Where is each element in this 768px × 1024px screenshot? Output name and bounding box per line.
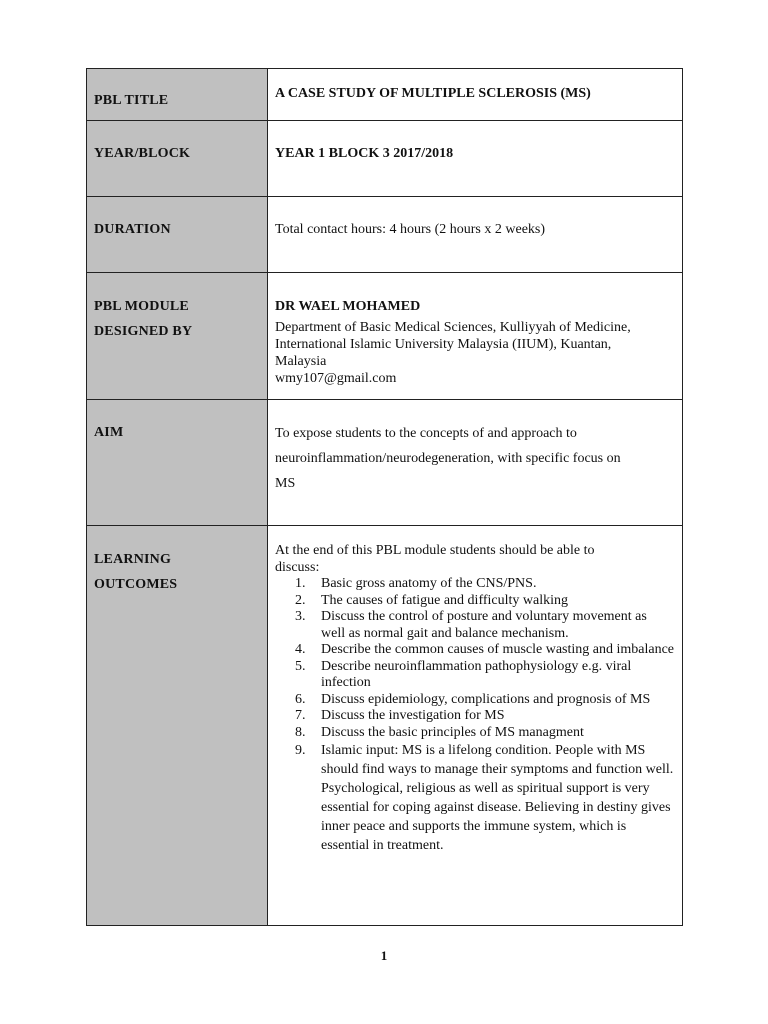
- aim-text-line2: neuroinflammation/neurodegeneration, with specific focus on: [275, 451, 621, 466]
- outcomes-label-line1: LEARNING: [94, 552, 172, 567]
- aim-text-line1: To expose students to the concepts of and approach to: [275, 426, 577, 441]
- list-item-text: Describe the common causes of muscle wasting and imbalance: [321, 642, 674, 657]
- designer-university: International Islamic University Malaysia (IIUM), Kuantan,: [275, 337, 612, 352]
- outcomes-intro-line1: At the end of this PBL module students should be able to: [275, 543, 595, 558]
- list-item: [275, 741, 674, 855]
- designer-name: DR WAEL MOHAMED: [275, 299, 421, 314]
- list-item: [275, 659, 674, 692]
- list-item-text: Describe neuroinflammation pathophysiology e.g. viral infection: [321, 658, 632, 690]
- pbl-title-value-cell: [268, 69, 683, 121]
- table-row: [87, 400, 683, 526]
- list-item: [275, 576, 674, 593]
- list-item: [275, 692, 674, 709]
- pbl-info-table: [86, 68, 683, 926]
- designer-department: Department of Basic Medical Sciences, Kulliyyah of Medicine,: [275, 320, 631, 335]
- list-item-text: Basic gross anatomy of the CNS/PNS.: [321, 576, 537, 591]
- designer-label-line1: PBL MODULE: [94, 299, 189, 314]
- table-row: [87, 197, 683, 273]
- outcomes-label-line2: OUTCOMES: [94, 577, 178, 592]
- year-block-value: YEAR 1 BLOCK 3 2017/2018: [275, 146, 454, 161]
- designer-label-cell: [87, 273, 268, 400]
- list-item-number: 3.: [295, 609, 306, 624]
- list-item-number: 8.: [295, 724, 306, 740]
- learning-outcomes-list: [275, 576, 674, 855]
- aim-label-cell: [87, 400, 268, 526]
- list-item-number: 2.: [295, 592, 306, 608]
- list-item-text: The causes of fatigue and difficulty walking: [321, 592, 568, 608]
- list-item: [275, 708, 674, 725]
- table-row: [87, 273, 683, 400]
- pbl-title-value: A CASE STUDY OF MULTIPLE SCLEROSIS (MS): [275, 86, 591, 101]
- duration-value: Total contact hours: 4 hours (2 hours x 2 weeks): [275, 222, 546, 237]
- outcomes-value-cell: [268, 526, 683, 926]
- designer-country: Malaysia: [275, 354, 327, 369]
- year-block-label-cell: [87, 121, 268, 197]
- designer-label-line2: DESIGNED BY: [94, 324, 193, 339]
- list-item-text: Discuss the control of posture and voluntary movement as well as normal gait and balance mechanism.: [321, 609, 647, 641]
- pbl-title-label-cell: [87, 69, 268, 121]
- list-item: [275, 725, 674, 742]
- list-item-text: Islamic input: MS is a lifelong condition. People with MS should find ways to manage their symptoms and function well. Psychological, religious as well as spiritual support is very essential for coping against disease. Believing in destiny gives inner peace and supports the immune system, which is essential in treatment.: [321, 743, 674, 853]
- table-row: [87, 69, 683, 121]
- duration-value-cell: [268, 197, 683, 273]
- page-number: 1: [380, 948, 388, 963]
- list-item-number: 9.: [295, 743, 306, 758]
- duration-label-cell: [87, 197, 268, 273]
- year-block-label: YEAR/BLOCK: [94, 146, 191, 161]
- list-item-number: 6.: [295, 691, 306, 707]
- aim-label: AIM: [94, 425, 124, 440]
- list-item-number: 1.: [295, 576, 306, 591]
- designer-email: wmy107@gmail.com: [275, 371, 397, 386]
- list-item: [275, 593, 674, 610]
- aim-value-cell: [268, 400, 683, 526]
- list-item-number: 5.: [295, 658, 306, 674]
- year-block-value-cell: [268, 121, 683, 197]
- aim-text-line3: MS: [275, 476, 296, 491]
- table-row: [87, 121, 683, 197]
- outcomes-intro-line2: discuss:: [275, 560, 320, 575]
- outcomes-label-cell: [87, 526, 268, 926]
- list-item-text: Discuss epidemiology, complications and prognosis of MS: [321, 691, 651, 707]
- list-item-number: 4.: [295, 642, 306, 657]
- list-item: [275, 609, 674, 642]
- list-item-text: Discuss the basic principles of MS managment: [321, 724, 584, 740]
- duration-label: DURATION: [94, 222, 171, 237]
- list-item-number: 7.: [295, 708, 306, 723]
- list-item-text: Discuss the investigation for MS: [321, 708, 505, 723]
- list-item: [275, 642, 674, 659]
- table-row: [87, 526, 683, 926]
- pbl-title-label: PBL TITLE: [94, 93, 169, 108]
- designer-value-cell: [268, 273, 683, 400]
